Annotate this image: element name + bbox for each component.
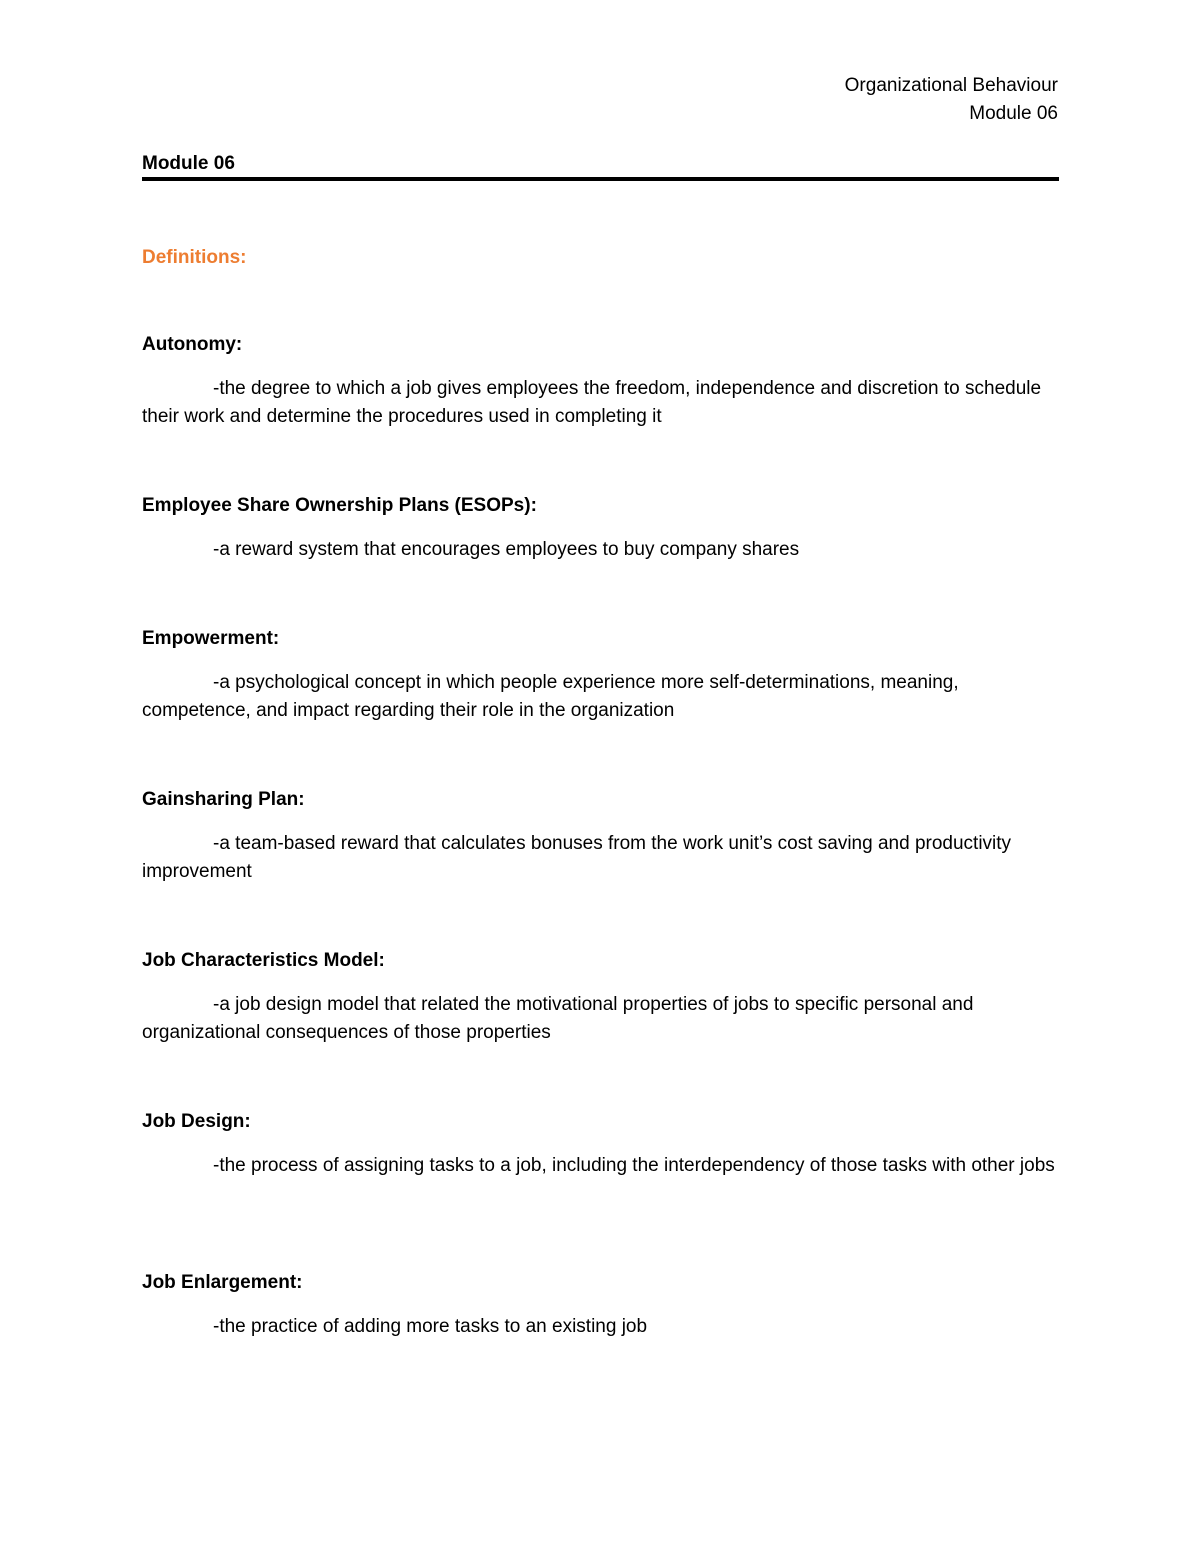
- definition-term: Empowerment:: [142, 628, 280, 649]
- definition-term: Employee Share Ownership Plans (ESOPs):: [142, 495, 537, 516]
- definition-description: -a psychological concept in which people experience more self-determinations, meaning, competence, and impact regarding their role in the organization: [142, 672, 959, 721]
- page-title: Module 06: [142, 153, 235, 174]
- title-divider: [142, 177, 1059, 181]
- section-heading: Definitions:: [142, 247, 247, 268]
- definition-description: -the process of assigning tasks to a job, including the interdependency of those tasks with other jobs: [213, 1155, 1055, 1176]
- definition-term: Autonomy:: [142, 334, 243, 355]
- definition-item: [142, 1269, 1059, 1349]
- definition-item: [142, 625, 1059, 786]
- definition-description: -a reward system that encourages employees to buy company shares: [213, 539, 800, 560]
- header-module: Module 06: [969, 103, 1058, 124]
- definition-item: [142, 786, 1059, 947]
- definition-item: [142, 1108, 1059, 1269]
- definitions-list: [142, 331, 1059, 1349]
- definition-term: Job Enlargement:: [142, 1272, 303, 1293]
- definition-description: -the practice of adding more tasks to an existing job: [213, 1316, 648, 1337]
- definition-term: Job Characteristics Model:: [142, 950, 385, 971]
- definition-term: Job Design:: [142, 1111, 251, 1132]
- running-header: [845, 72, 1058, 128]
- header-course: Organizational Behaviour: [844, 75, 1058, 96]
- definition-description: -the degree to which a job gives employees the freedom, independence and discretion to schedule their work and determine the procedures used in completing it: [142, 378, 1042, 427]
- definition-item: [142, 492, 1059, 625]
- definition-description: -a job design model that related the motivational properties of jobs to specific personal and organizational consequences of those properties: [142, 994, 974, 1043]
- definition-description: -a team-based reward that calculates bonuses from the work unit’s cost saving and productivity improvement: [142, 833, 1012, 882]
- definition-item: [142, 331, 1059, 492]
- definition-item: [142, 947, 1059, 1108]
- definition-term: Gainsharing Plan:: [142, 789, 305, 810]
